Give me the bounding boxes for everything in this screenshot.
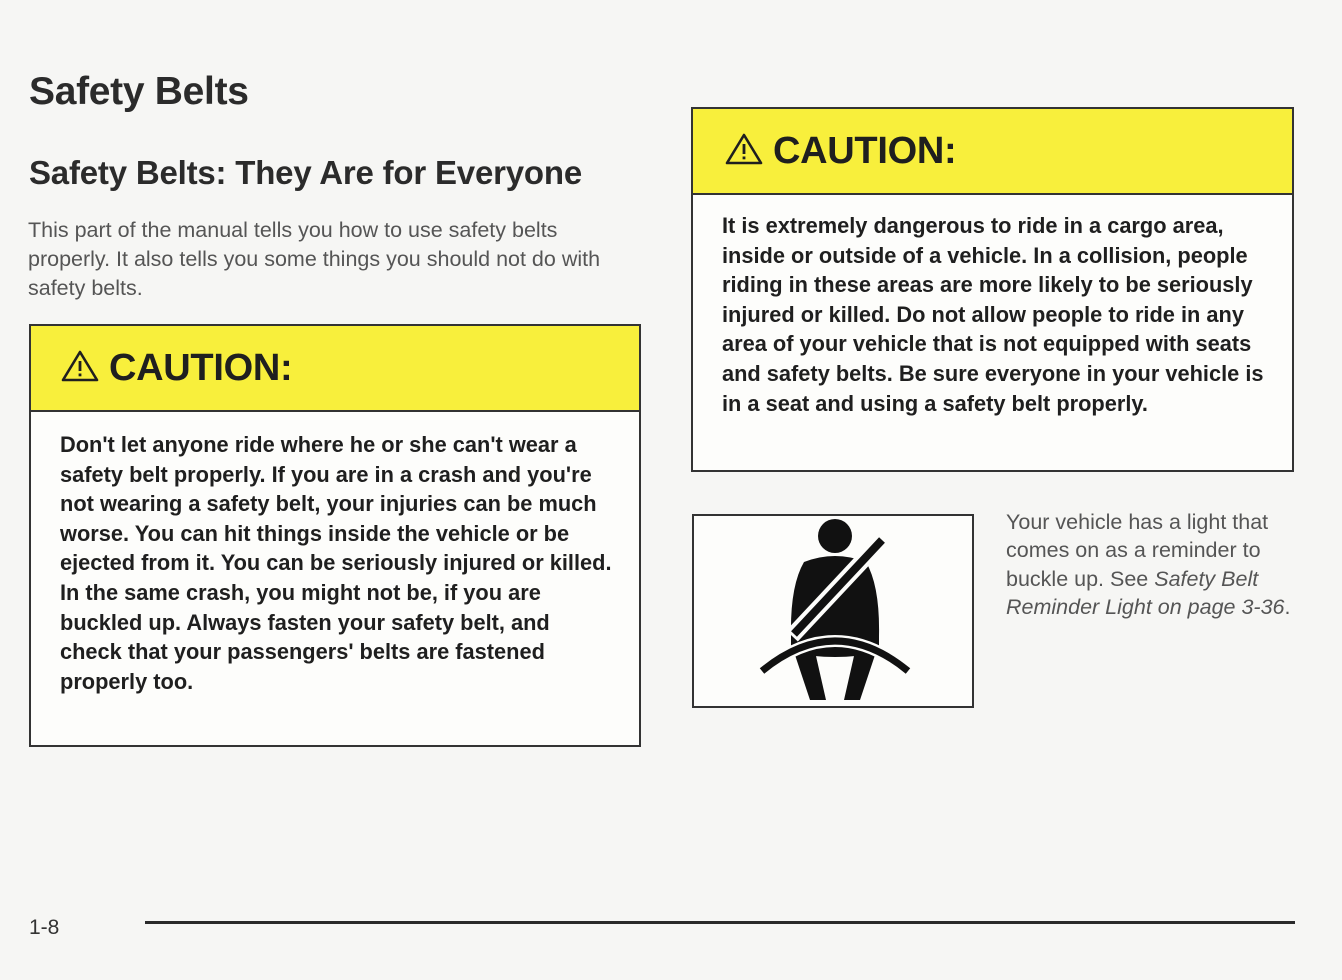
reminder-text: Your vehicle has a light that comes on as a reminder to buckle up. See — [1006, 510, 1269, 591]
seatbelt-person-icon — [694, 516, 972, 706]
warning-triangle-icon — [725, 133, 763, 170]
caution-label: CAUTION: — [109, 346, 293, 389]
subsection-title: Safety Belts: They Are for Everyone — [29, 154, 582, 191]
caution-header — [693, 109, 1292, 195]
reminder-paragraph — [1006, 508, 1326, 622]
seatbelt-reminder-figure — [692, 514, 974, 708]
warning-triangle-icon — [61, 350, 99, 387]
reminder-link[interactable]: Safety Belt Reminder Light on page 3-36 — [1006, 566, 1285, 620]
caution-label: CAUTION: — [773, 129, 957, 172]
caution-text: It is extremely dangerous to ride in a cargo area, inside or outside of a vehicle. In a collision, people riding in these areas are more likely to be seriously injured or killed. Do not allow people to ride in any area of your vehicle that is not equipped with seats and safety belts. Be sure everyone in your vehicle is in a seat and using a safety belt properly. — [722, 213, 1264, 416]
caution-box-left — [29, 324, 641, 747]
caution-text: Don't let anyone ride where he or she can't wear a safety belt properly. If you are in a crash and you're not wearing a safety belt, your injuries can be much worse. You can hit things inside the vehicle or be ejected from it. You can be seriously injured or killed. In the same crash, you might not be, if you are buckled up. Always fasten your safety belt, and check that your passengers' belts are fastened properly too. — [60, 432, 612, 694]
section-title: Safety Belts — [29, 70, 249, 113]
footer-rule — [145, 921, 1295, 924]
caution-box-right — [691, 107, 1294, 472]
intro-paragraph: This part of the manual tells you how to use safety belts properly. It also tells you some things you should not do with safety belts. — [28, 218, 601, 300]
caution-header — [31, 326, 639, 412]
reminder-end: . — [1284, 595, 1291, 620]
page-number: 1-8 — [29, 916, 60, 939]
